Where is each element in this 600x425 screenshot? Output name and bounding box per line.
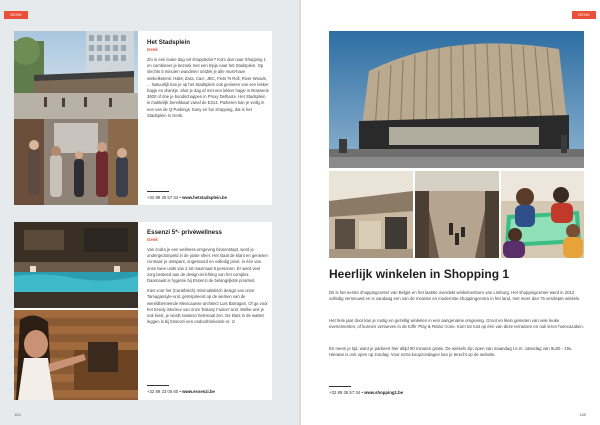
essenzi-card — [14, 222, 272, 400]
section-tab: GENK — [572, 11, 596, 19]
card-location: Genk — [147, 47, 158, 52]
website-link[interactable]: www.hetstadsplein.be — [182, 194, 228, 200]
card-title: Het Stadsplein — [147, 39, 190, 46]
essenzi-pool-photo — [14, 222, 138, 308]
phone-number: +32 89 35 57 34 — [329, 389, 361, 395]
stadsplein-text — [147, 39, 269, 123]
card-title: Essenzi 5*- privéwellness — [147, 229, 222, 236]
page-number: 184 — [14, 412, 21, 417]
website-link[interactable]: www.shopping1.be — [364, 389, 404, 395]
shopping1-play-zone-photo — [501, 171, 584, 258]
shopping1-building-photo — [329, 31, 584, 168]
card-paragraph: Kies voor het (Caraïbisch) minimalistisch design van onze Tamagansyle-unit, geïnspireerd op de werken van de wereldberoemde Mexicaanse architect Luis Barragan. Of ga voor het trendy interieur van onze 'Botany Fusion'-unit. Welke unit je ook kiest, je wordt sowieso helemaal zen. De klant in de watten leggen is bij Essenzi een ondoorbrekende nr. 1! — [147, 288, 268, 325]
article-title: Heerlijk winkelen in Shopping 1 — [329, 267, 510, 281]
separator: • — [179, 194, 181, 200]
stadsplein-card — [14, 31, 272, 205]
separator: • — [179, 388, 181, 394]
phone-number: +32 89 23 05 60 — [147, 388, 179, 394]
left-page — [0, 0, 299, 425]
card-location: Genk — [147, 237, 158, 242]
divider — [147, 191, 169, 192]
article-paragraph: En neem je tijd, want je parkeert hier altijd 90 minuten gratis. De winkels zijn open van maandag t.e.m. zaterdag van 9u30 - 19u. Hieraan is ook open op zondag. Voor extra koopzondagen kan je terecht op de website. — [329, 346, 573, 358]
shopping1-contact — [329, 386, 403, 395]
shopping1-interior-photo — [329, 171, 413, 258]
separator: • — [361, 389, 363, 395]
stadsplein-photo — [14, 31, 138, 205]
divider — [147, 385, 169, 386]
essenzi-text — [147, 229, 269, 329]
essenzi-sauna-photo — [14, 310, 138, 400]
website-link[interactable]: www.essenzi.be — [182, 388, 215, 394]
article-paragraph: Het hele jaar door kan je rustig en gezellig winkelen in een aangename omgeving. Groot en klein genieten van vele leuke evenementen, of kunnen vertoeven in de toffe 'Play & Relax'-zone. Kom tot rust op één van deze terrassen en ook leren horecazaken. — [329, 318, 584, 330]
card-paragraph: Zin in een leuke dag vol shopplezier? Kom dan naar Shopping 1 en combineer je bezoek met een tripje naar het Stadsplein. Op slechts 5 minuten wandelen ontdek je alle must-have winkelketens: H&M, Zara, C&A, JBC, Fiets 'N Roll, River Woods, ... Natuurlijk kan je op het Stadsplein ook genieten van een lekker hapje en drankje. Sluit je dag af met een lekker hapje in Brasserie 3600 of doe je boodschappen in Proxy Delhaize. Het Stadsplein is makkelijk bereikbaar vanaf de E314. Parkeren kan je veilig in een van de Q-Parkings. Easy en fun shopping, dat is het Stadsplein in Genk. — [147, 57, 269, 118]
section-tab: GENK — [4, 11, 28, 19]
essenzi-contact — [147, 385, 215, 394]
stadsplein-contact — [147, 191, 227, 200]
phone-number: +32 89 35 57 34 — [147, 194, 179, 200]
shopping1-atrium-photo — [415, 171, 499, 258]
right-page — [301, 0, 600, 425]
divider — [329, 386, 351, 387]
card-paragraph: Van zodra je een wellness-omgeving binnenstapt, word je ondergedompeld in de juiste sfeer. Het staat de klant en genieten centraal: je ontspant, ongestoord en volledig privé, in één van onze twee units van 2 tot maximaal 8 personen. Er werd veel zorg besteed aan de design-inrichting van het complex. Daarnaast is hygiëne bij Essenzi de belangrijkste prioriteit. — [147, 247, 268, 284]
article-paragraph: Dit is het eerste shoppingcenter van België en het laatste overdekt winkelcentrum van Limburg. Het shoppingcenter werd in 2012 volledig vernieuwd en is vandaag een van de mooiste en modernste shoppingcentra in het land, met meer dan 75 verdiepte winkels. — [329, 290, 581, 302]
page-number: 185 — [579, 412, 586, 417]
